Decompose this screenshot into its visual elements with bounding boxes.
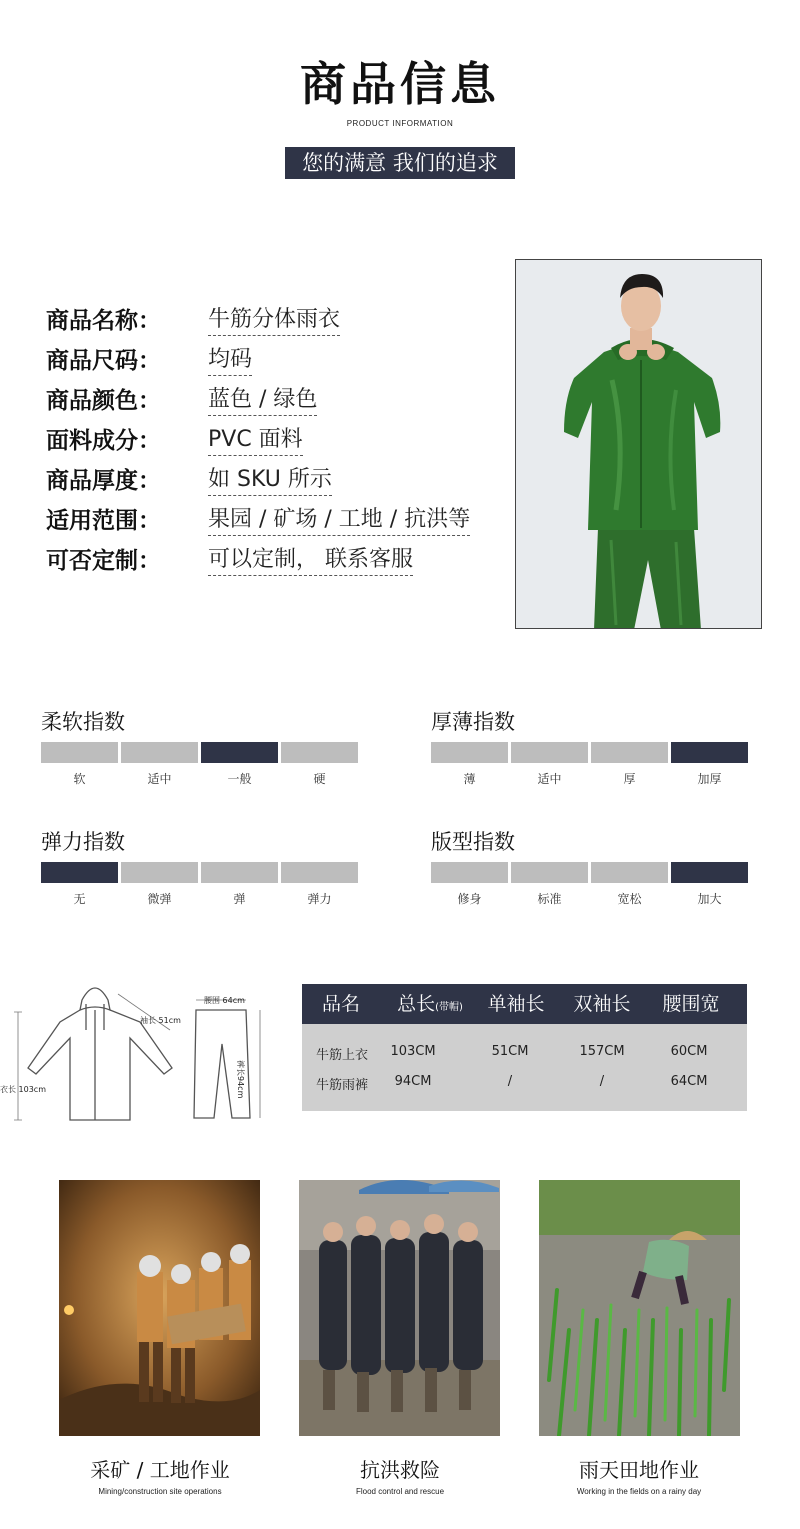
scene-caption: 雨天田地作业 (579, 1458, 699, 1482)
scene-caption-en: Working in the fields on a rainy day (576, 1487, 702, 1496)
info-value: 均码 (208, 342, 252, 376)
info-key: 商品颜色： (46, 388, 161, 414)
info-key: 商品尺码： (46, 348, 161, 374)
index-label: 适中 (537, 772, 562, 786)
info-key: 适用范围： (46, 508, 161, 534)
index-label: 软 (73, 772, 86, 786)
scene-caption: 采矿 / 工地作业 (90, 1458, 230, 1482)
index-label: 弹 (233, 892, 246, 906)
header-cell (384, 984, 476, 1024)
info-value: 可以定制， 联系客服 (208, 542, 413, 576)
sleeve-length-label: 袖长 51cm (140, 1016, 181, 1025)
header-cell: 腰围宽 (662, 993, 720, 1015)
table-cell: 60CM (670, 1044, 708, 1059)
info-key: 商品厚度： (46, 468, 161, 494)
info-row-name (46, 302, 506, 342)
info-value: 牛筋分体雨衣 (208, 302, 340, 336)
header-cell: 单袖长 (487, 993, 545, 1015)
header-cell: 品名 (321, 993, 360, 1015)
table-cell: / (507, 1074, 513, 1089)
index-bar (431, 742, 751, 763)
scene-caption: 抗洪救险 (360, 1458, 440, 1482)
table-cell: 51CM (491, 1044, 529, 1059)
model-photo (515, 259, 762, 629)
scene-caption-en: Flood control and rescue (355, 1487, 445, 1496)
index-title: 厚薄指数 (431, 710, 515, 734)
header-cell-note: (带帽) (435, 1002, 463, 1013)
info-row-size (46, 342, 506, 382)
index-segment (511, 862, 588, 883)
index-segment (671, 742, 748, 763)
table-cell: 牛筋上衣 (315, 1048, 368, 1063)
index-label: 修身 (457, 892, 482, 906)
table-cell: / (599, 1074, 605, 1089)
index-label: 薄 (463, 772, 476, 786)
flood-rescue-illustration (299, 1180, 500, 1436)
index-title: 版型指数 (431, 830, 515, 854)
page-title: 商品信息 (300, 57, 500, 111)
elasticity-index (41, 826, 361, 907)
garment-outline-icon (0, 970, 290, 1130)
scene-flood-photo (299, 1180, 500, 1436)
index-bar (41, 742, 361, 763)
index-segment (201, 742, 278, 763)
raincoat-model-illustration (516, 260, 762, 629)
scene-caption-en: Mining/construction site operations (98, 1487, 222, 1496)
index-segment (431, 862, 508, 883)
thickness-index (431, 706, 751, 787)
table-cell: 94CM (394, 1074, 432, 1089)
index-label: 宽松 (617, 892, 642, 906)
table-cell: 103CM (390, 1044, 436, 1059)
index-label: 一般 (227, 772, 252, 786)
softness-index (41, 706, 361, 787)
info-key: 面料成分： (46, 428, 161, 454)
mining-scene-illustration (59, 1180, 260, 1436)
size-table (302, 984, 747, 1111)
header-cell-text: 总长 (397, 993, 436, 1015)
info-value: 蓝色 / 绿色 (208, 382, 317, 416)
info-row-material (46, 422, 506, 462)
index-label: 加厚 (697, 772, 722, 786)
info-value: 果园 / 矿场 / 工地 / 抗洪等 (208, 502, 470, 536)
index-label: 标准 (537, 892, 562, 906)
info-row-usage (46, 502, 506, 542)
index-segment (591, 742, 668, 763)
coat-length-label: 衣长 103cm (0, 1085, 47, 1094)
index-segment (671, 862, 748, 883)
index-title: 弹力指数 (41, 830, 125, 854)
index-segment (281, 862, 358, 883)
slogan-banner: 您的满意 我们的追求 (285, 147, 515, 179)
rice-field-illustration (539, 1180, 740, 1436)
index-segment (281, 742, 358, 763)
index-segment (511, 742, 588, 763)
index-label: 加大 (697, 892, 722, 906)
pants-length-label: 裤长94cm (236, 1060, 245, 1099)
page-subtitle: PRODUCT INFORMATION (346, 119, 454, 128)
index-label: 厚 (623, 772, 636, 786)
info-key: 可否定制： (46, 548, 161, 574)
table-cell: 64CM (670, 1074, 708, 1089)
size-diagram (0, 970, 290, 1130)
info-value: 如 SKU 所示 (208, 462, 332, 496)
index-label: 适中 (147, 772, 172, 786)
info-row-custom (46, 542, 506, 582)
index-segment (41, 742, 118, 763)
index-bar (41, 862, 361, 883)
header-cell: 双袖长 (573, 993, 631, 1015)
index-label: 硬 (313, 772, 326, 786)
table-cell: 157CM (579, 1044, 625, 1059)
info-row-color (46, 382, 506, 422)
index-segment (121, 742, 198, 763)
index-segment (41, 862, 118, 883)
index-label: 无 (73, 892, 86, 906)
info-value: PVC 面料 (208, 422, 303, 456)
index-label: 微弹 (147, 892, 172, 906)
index-label: 弹力 (307, 892, 332, 906)
info-row-thickness (46, 462, 506, 502)
size-table-header (302, 984, 747, 1024)
scene-mining-photo (59, 1180, 260, 1436)
scene-field-photo (539, 1180, 740, 1436)
index-title: 柔软指数 (41, 710, 125, 734)
info-key: 商品名称： (46, 308, 161, 334)
table-cell: 牛筋雨裤 (315, 1078, 368, 1093)
index-segment (121, 862, 198, 883)
index-segment (201, 862, 278, 883)
index-bar (431, 862, 751, 883)
fit-index (431, 826, 751, 907)
index-segment (591, 862, 668, 883)
waist-label: 腰围 64cm (204, 996, 245, 1005)
index-segment (431, 742, 508, 763)
